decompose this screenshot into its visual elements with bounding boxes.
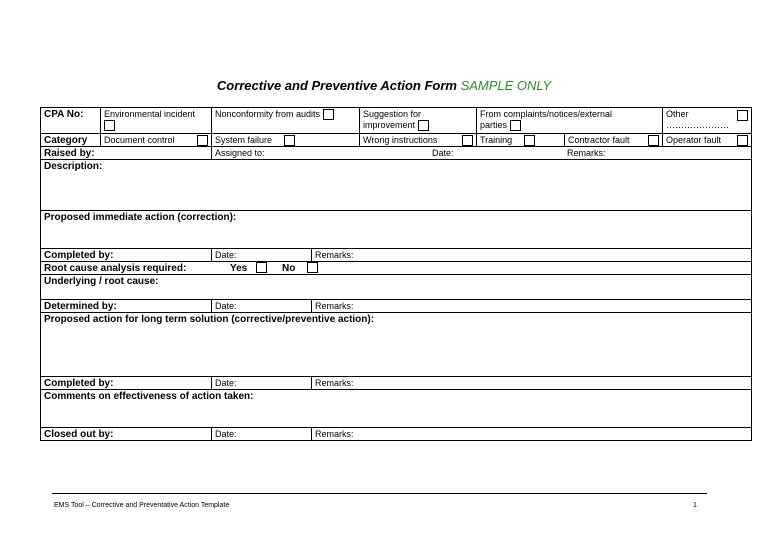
completed-date-field[interactable]: Date: xyxy=(211,249,311,261)
underlying-cause-row[interactable] xyxy=(40,275,752,300)
suggestion-checkbox[interactable] xyxy=(418,120,429,131)
source-other xyxy=(662,108,751,133)
completed-by-label-2[interactable]: Completed by: xyxy=(44,378,114,389)
category-label: Category xyxy=(44,135,88,146)
raised-by-row xyxy=(40,147,752,160)
document-control-label: Document control xyxy=(104,135,175,145)
category-row xyxy=(40,134,752,147)
assigned-to-field[interactable]: Assigned to: xyxy=(211,147,429,159)
root-cause-required-label: Root cause analysis required: xyxy=(44,263,187,274)
nonconformity-label: Nonconformity from audits xyxy=(215,109,321,119)
closed-remarks-field[interactable]: Remarks: xyxy=(311,428,751,440)
category-document-control xyxy=(100,134,211,146)
completed-by-row-1 xyxy=(40,249,752,262)
source-complaints xyxy=(476,108,662,133)
system-failure-checkbox[interactable] xyxy=(284,135,295,146)
immediate-action-label: Proposed immediate action (correction): xyxy=(44,212,237,223)
underlying-cause-label: Underlying / root cause: xyxy=(44,276,159,287)
contractor-fault-label: Contractor fault xyxy=(568,135,630,145)
comments-label: Comments on effectiveness of action taken: xyxy=(44,391,254,402)
source-environmental xyxy=(100,108,211,133)
yes-label: Yes xyxy=(230,263,248,274)
cpa-no-label: CPA No: xyxy=(44,109,84,120)
page-number: 1 xyxy=(693,502,697,509)
description-row[interactable] xyxy=(40,160,752,211)
raised-date-field[interactable]: Date: xyxy=(432,148,454,158)
system-failure-label: System failure xyxy=(215,135,273,145)
comments-row[interactable] xyxy=(40,390,752,428)
environmental-incident-checkbox[interactable] xyxy=(104,120,115,131)
raised-by-label[interactable]: Raised by: xyxy=(44,148,95,159)
nonconformity-checkbox[interactable] xyxy=(323,109,334,120)
determined-by-label[interactable]: Determined by: xyxy=(44,301,117,312)
form-title-main: Corrective and Preventive Action Form xyxy=(216,78,457,93)
other-label: Other xyxy=(666,109,689,119)
long-term-action-label: Proposed action for long term solution (corrective/preventive action): xyxy=(44,314,375,325)
completed-by-row-2 xyxy=(40,377,752,390)
category-contractor-fault xyxy=(564,134,662,146)
completed-remarks-field[interactable]: Remarks: xyxy=(311,249,751,261)
determined-remarks-field[interactable]: Remarks: xyxy=(311,300,751,312)
wrong-instructions-label: Wrong instructions xyxy=(363,135,438,145)
closed-date-field[interactable]: Date: xyxy=(211,428,311,440)
category-wrong-instructions xyxy=(359,134,476,146)
document-control-checkbox[interactable] xyxy=(197,135,208,146)
source-row xyxy=(40,107,752,134)
no-checkbox[interactable] xyxy=(307,262,318,273)
source-suggestion xyxy=(359,108,476,133)
footer-divider xyxy=(52,493,707,494)
training-label: Training xyxy=(480,135,513,145)
wrong-instructions-checkbox[interactable] xyxy=(462,135,473,146)
environmental-incident-label: Environmental incident xyxy=(104,109,196,119)
training-checkbox[interactable] xyxy=(524,135,535,146)
long-term-action-row[interactable] xyxy=(40,313,752,377)
operator-fault-checkbox[interactable] xyxy=(737,135,748,146)
form-title xyxy=(0,78,768,93)
other-checkbox[interactable] xyxy=(737,110,748,121)
other-dots[interactable]: ………………… xyxy=(666,120,729,130)
operator-fault-label: Operator fault xyxy=(666,135,722,145)
closed-out-row xyxy=(40,428,752,441)
description-label: Description: xyxy=(44,161,103,172)
category-system-failure xyxy=(211,134,359,146)
complaints-checkbox[interactable] xyxy=(510,120,521,131)
source-nonconformity xyxy=(211,108,359,133)
complaints-label-2: parties xyxy=(480,120,508,130)
determined-by-row xyxy=(40,300,752,313)
complaints-label-1: From complaints/notices/external xyxy=(480,109,613,119)
determined-date-field[interactable]: Date: xyxy=(211,300,311,312)
root-cause-required-row xyxy=(40,262,752,275)
contractor-fault-checkbox[interactable] xyxy=(648,135,659,146)
completed-date-field-2[interactable]: Date: xyxy=(211,377,311,389)
yes-checkbox[interactable] xyxy=(256,262,267,273)
immediate-action-row[interactable] xyxy=(40,211,752,249)
completed-remarks-field-2[interactable]: Remarks: xyxy=(311,377,751,389)
category-training xyxy=(476,134,564,146)
sample-only-label: SAMPLE ONLY xyxy=(460,78,552,93)
suggestion-label-1: Suggestion for xyxy=(363,109,422,119)
cpa-form xyxy=(40,107,752,441)
category-operator-fault xyxy=(662,134,751,146)
closed-out-by-label[interactable]: Closed out by: xyxy=(44,429,114,440)
suggestion-label-2: improvement xyxy=(363,120,416,130)
raised-remarks-field[interactable]: Remarks: xyxy=(567,148,606,158)
footer-text: EMS Tool – Corrective and Preventative Action Template xyxy=(54,502,230,509)
completed-by-label[interactable]: Completed by: xyxy=(44,250,114,261)
no-label: No xyxy=(282,263,296,274)
